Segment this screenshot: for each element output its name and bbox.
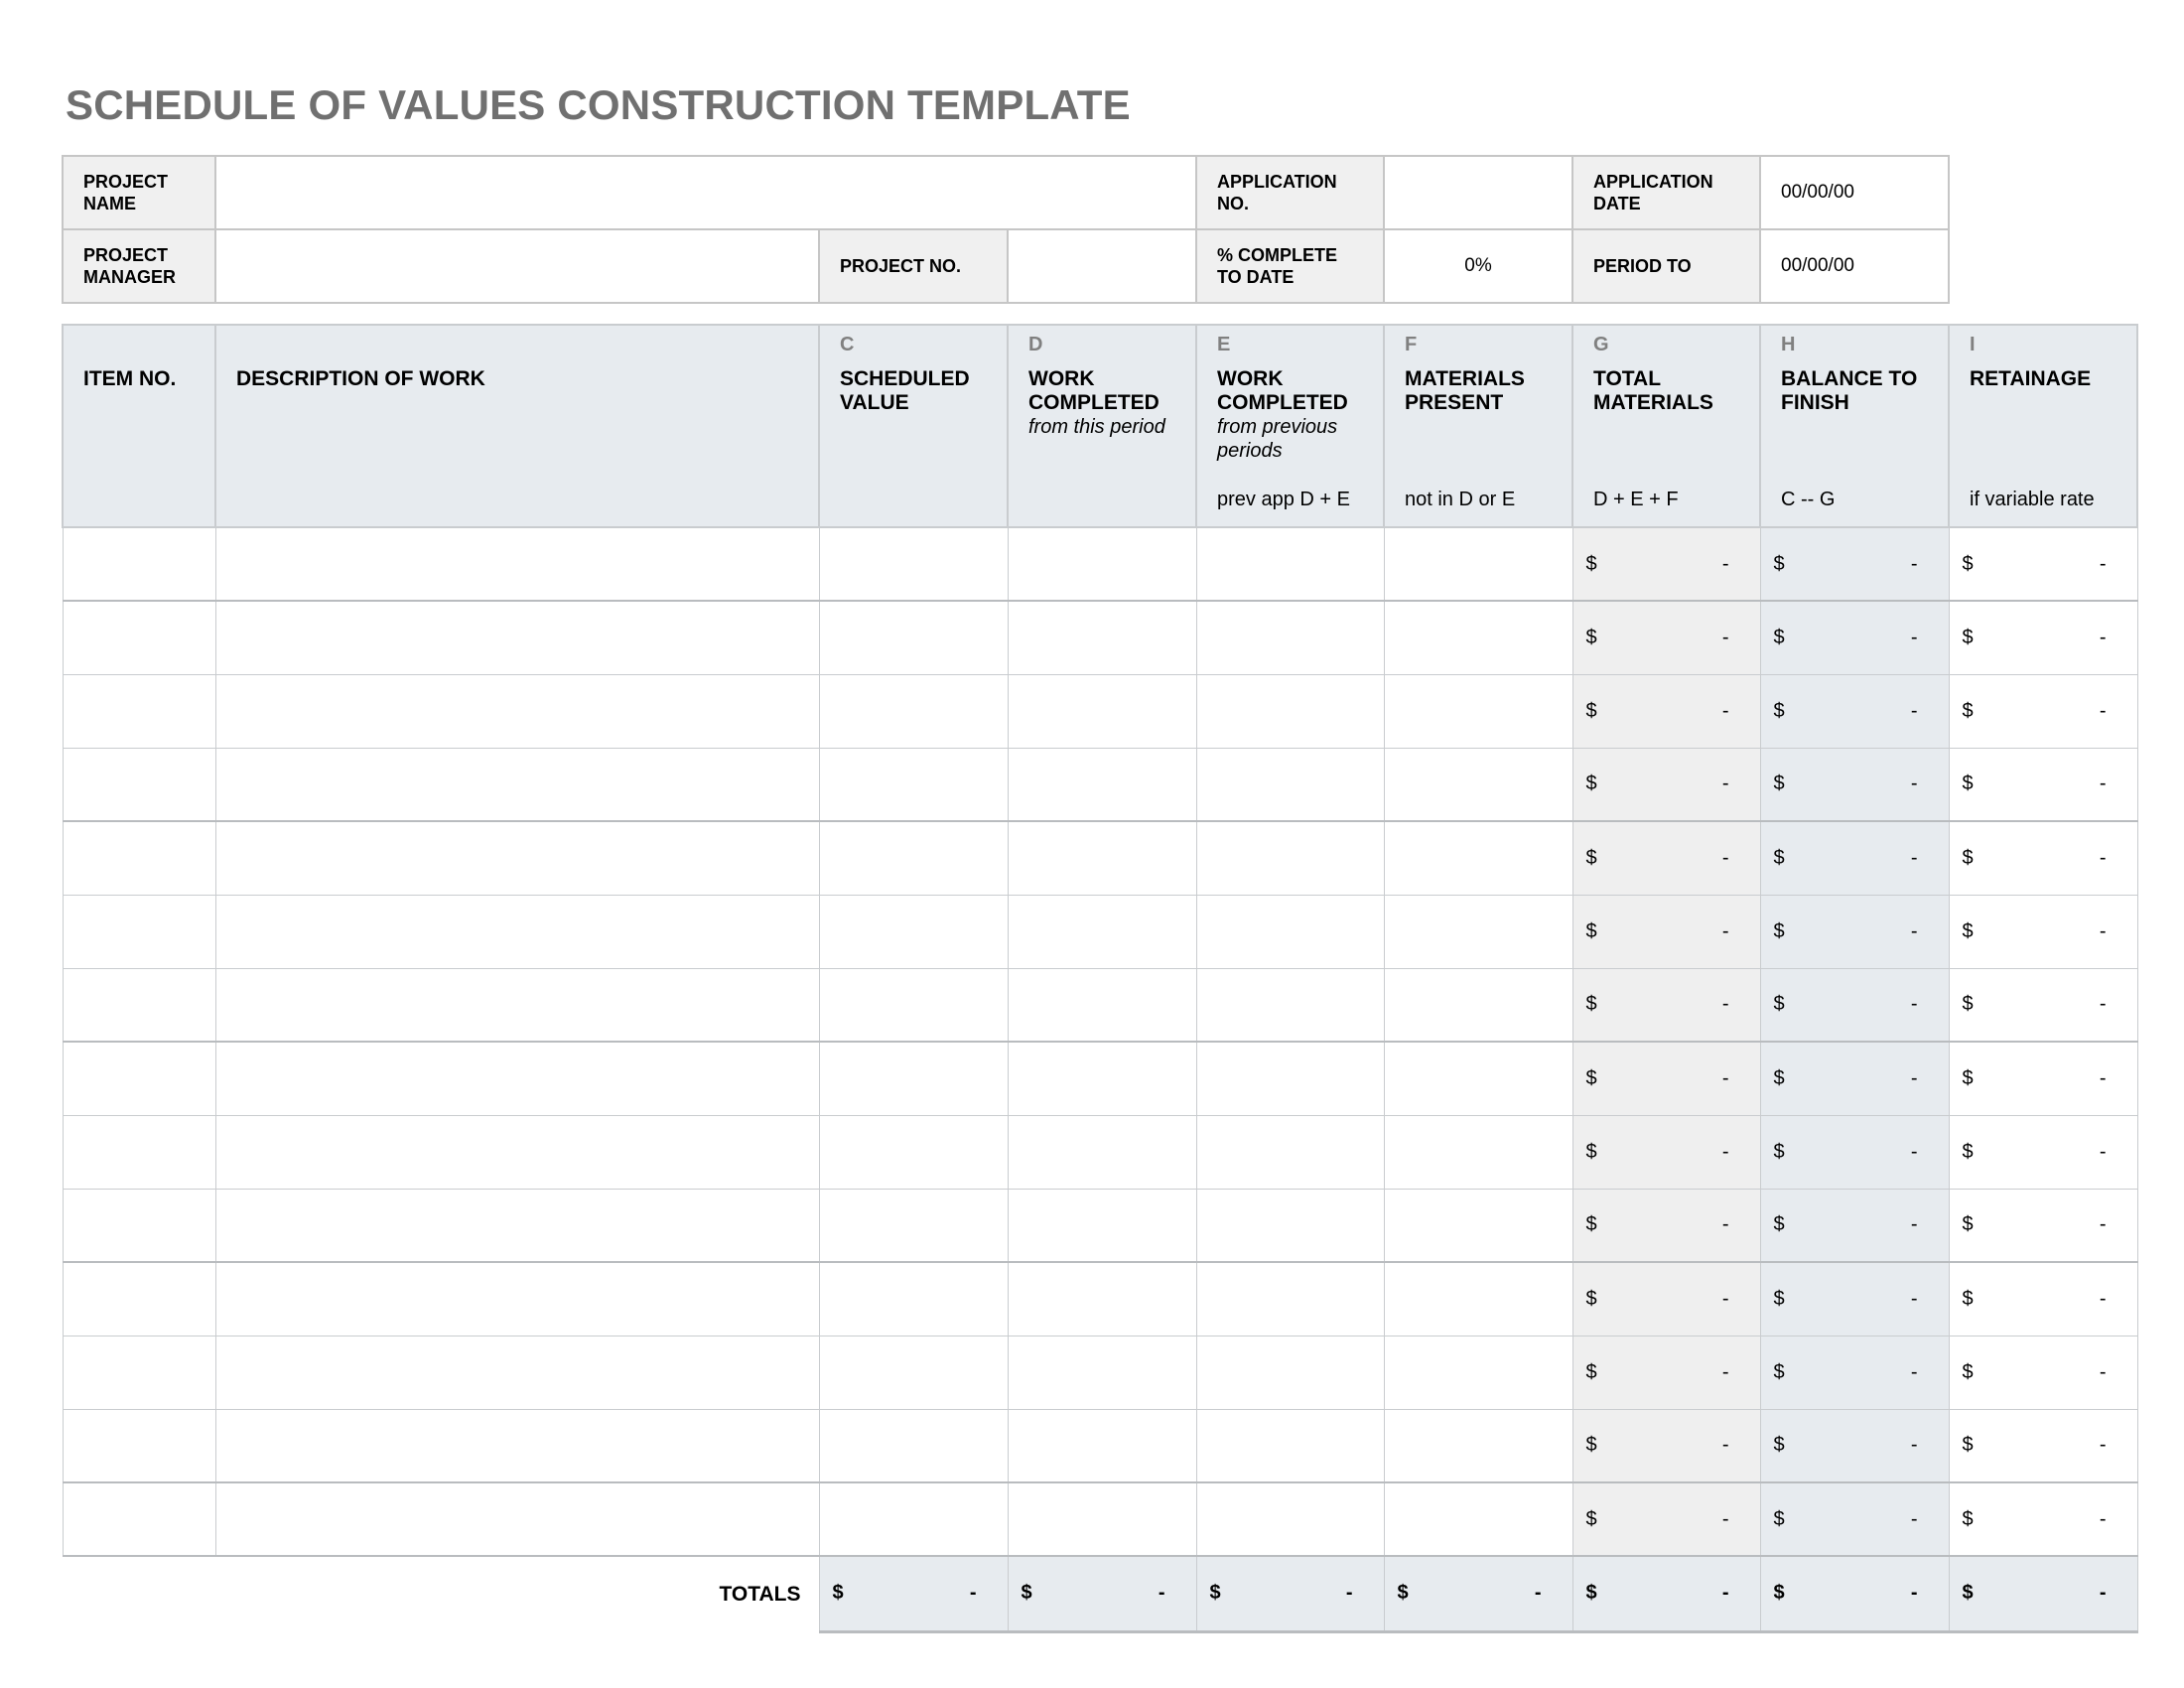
column-header-description xyxy=(215,325,819,527)
item-no-cell[interactable] xyxy=(63,748,215,821)
amount: - xyxy=(1721,1434,1729,1457)
project-info-table xyxy=(62,155,1950,304)
total-amount: - xyxy=(1721,1582,1729,1605)
currency-symbol: $ xyxy=(1773,699,1785,722)
amount: - xyxy=(1721,1213,1729,1236)
total-materials-cell xyxy=(1572,748,1760,821)
amount: - xyxy=(1910,1213,1918,1236)
retainage-cell xyxy=(1949,674,2137,748)
total-materials-cell xyxy=(1572,527,1760,601)
currency-symbol: $ xyxy=(1585,699,1597,722)
balance-to-finish-cell xyxy=(1760,895,1949,968)
amount: - xyxy=(2099,1140,2107,1163)
work-completed-previous-cell[interactable] xyxy=(1196,1336,1384,1409)
column-header-item-no xyxy=(63,325,215,527)
currency-symbol: $ xyxy=(1962,552,1974,575)
scheduled-value-cell[interactable] xyxy=(819,601,1008,674)
project-no-label: PROJECT NO. xyxy=(819,229,1008,303)
retainage-cell xyxy=(1949,1409,2137,1482)
description-cell[interactable] xyxy=(215,1262,819,1336)
work-completed-previous-cell[interactable] xyxy=(1196,968,1384,1042)
work-completed-previous-cell[interactable] xyxy=(1196,1409,1384,1482)
column-letter-f: F xyxy=(1405,334,1418,355)
currency-symbol: $ xyxy=(1773,626,1785,648)
currency-symbol: $ xyxy=(1962,1507,1974,1530)
project-name-label: PROJECT NAME xyxy=(63,156,215,229)
amount: - xyxy=(1721,1140,1729,1163)
description-cell[interactable] xyxy=(215,1409,819,1482)
retainage-cell xyxy=(1949,1482,2137,1556)
currency-symbol: $ xyxy=(1962,1434,1974,1457)
column-letter-c: C xyxy=(840,334,855,355)
retainage-cell xyxy=(1949,1336,2137,1409)
work-completed-previous-cell[interactable] xyxy=(1196,601,1384,674)
work-completed-this-period-cell[interactable] xyxy=(1008,968,1196,1042)
column-label-c: SCHEDULED VALUE xyxy=(840,367,970,414)
scheduled-value-cell[interactable] xyxy=(819,527,1008,601)
scheduled-value-cell[interactable] xyxy=(819,895,1008,968)
amount: - xyxy=(2099,1434,2107,1457)
amount: - xyxy=(1910,699,1918,722)
column-header-e xyxy=(1196,325,1384,527)
amount: - xyxy=(1910,552,1918,575)
work-completed-this-period-cell[interactable] xyxy=(1008,1042,1196,1115)
work-completed-previous-cell[interactable] xyxy=(1196,674,1384,748)
retainage-cell xyxy=(1949,748,2137,821)
total-materials-cell xyxy=(1572,601,1760,674)
table-row xyxy=(63,1262,2137,1336)
work-completed-this-period-cell[interactable] xyxy=(1008,1262,1196,1336)
scheduled-value-cell[interactable] xyxy=(819,1409,1008,1482)
materials-present-cell[interactable] xyxy=(1384,601,1572,674)
currency-symbol: $ xyxy=(1773,846,1785,869)
total-amount: - xyxy=(2099,1582,2107,1605)
table-row xyxy=(63,1409,2137,1482)
total-amount: - xyxy=(1534,1582,1542,1605)
currency-symbol: $ xyxy=(1585,1287,1597,1310)
column-label-d: WORK COMPLETED xyxy=(1028,367,1160,414)
materials-present-cell[interactable] xyxy=(1384,1042,1572,1115)
currency-symbol: $ xyxy=(1585,1213,1597,1236)
currency-symbol: $ xyxy=(1773,1507,1785,1530)
balance-to-finish-cell xyxy=(1760,527,1949,601)
project-name-field[interactable] xyxy=(215,156,1196,229)
column-label-g: TOTAL MATERIALS xyxy=(1593,367,1713,414)
column-letter-i: I xyxy=(1970,334,1976,355)
retainage-cell xyxy=(1949,1115,2137,1189)
amount: - xyxy=(1721,1066,1729,1089)
scheduled-value-cell[interactable] xyxy=(819,1336,1008,1409)
amount: - xyxy=(2099,846,2107,869)
amount: - xyxy=(2099,993,2107,1016)
materials-present-cell[interactable] xyxy=(1384,1189,1572,1262)
work-completed-previous-cell[interactable] xyxy=(1196,1189,1384,1262)
description-cell[interactable] xyxy=(215,1336,819,1409)
amount: - xyxy=(1721,1287,1729,1310)
column-formula-g: D + E + F xyxy=(1593,489,1679,510)
table-row xyxy=(63,968,2137,1042)
amount: - xyxy=(2099,773,2107,795)
currency-symbol: $ xyxy=(1585,1140,1597,1163)
column-formula-e: prev app D + E xyxy=(1217,489,1350,510)
currency-symbol: $ xyxy=(1773,1582,1785,1605)
balance-to-finish-cell xyxy=(1760,1189,1949,1262)
application-date-label: APPLICATION DATE xyxy=(1572,156,1760,229)
currency-symbol: $ xyxy=(1021,1582,1032,1605)
currency-symbol: $ xyxy=(1962,1213,1974,1236)
currency-symbol: $ xyxy=(1773,552,1785,575)
materials-present-cell[interactable] xyxy=(1384,527,1572,601)
retainage-cell xyxy=(1949,601,2137,674)
currency-symbol: $ xyxy=(1585,1582,1597,1605)
period-to-field[interactable]: 00/00/00 xyxy=(1760,229,1949,303)
work-completed-this-period-cell[interactable] xyxy=(1008,1115,1196,1189)
amount: - xyxy=(1910,1360,1918,1383)
total-scheduled-value xyxy=(819,1556,1008,1631)
table-row xyxy=(63,748,2137,821)
amount: - xyxy=(1721,552,1729,575)
amount: - xyxy=(2099,1213,2107,1236)
work-completed-previous-cell[interactable] xyxy=(1196,1115,1384,1189)
totals-label: TOTALS xyxy=(215,1556,819,1631)
total-materials-cell xyxy=(1572,821,1760,895)
table-row xyxy=(63,527,2137,601)
amount: - xyxy=(1910,1507,1918,1530)
table-row xyxy=(63,674,2137,748)
currency-symbol: $ xyxy=(1773,1140,1785,1163)
work-completed-previous-cell[interactable] xyxy=(1196,527,1384,601)
period-to-label: PERIOD TO xyxy=(1572,229,1760,303)
balance-to-finish-cell xyxy=(1760,1336,1949,1409)
balance-to-finish-cell xyxy=(1760,1042,1949,1115)
description-cell[interactable] xyxy=(215,968,819,1042)
materials-present-cell[interactable] xyxy=(1384,821,1572,895)
materials-present-cell[interactable] xyxy=(1384,748,1572,821)
table-row xyxy=(63,1189,2137,1262)
currency-symbol: $ xyxy=(1962,919,1974,942)
currency-symbol: $ xyxy=(1585,1360,1597,1383)
currency-symbol: $ xyxy=(1585,552,1597,575)
amount: - xyxy=(1910,993,1918,1016)
table-row xyxy=(63,821,2137,895)
description-cell[interactable] xyxy=(215,1115,819,1189)
scheduled-value-cell[interactable] xyxy=(819,821,1008,895)
currency-symbol: $ xyxy=(1773,773,1785,795)
amount: - xyxy=(1910,1066,1918,1089)
currency-symbol: $ xyxy=(1585,1066,1597,1089)
currency-symbol: $ xyxy=(1585,773,1597,795)
column-header-g xyxy=(1572,325,1760,527)
column-formula-h: C -- G xyxy=(1781,489,1836,510)
column-label-description: DESCRIPTION OF WORK xyxy=(236,367,485,390)
item-no-cell[interactable] xyxy=(63,1042,215,1115)
column-header-h xyxy=(1760,325,1949,527)
total-materials-cell xyxy=(1572,895,1760,968)
balance-to-finish-cell xyxy=(1760,601,1949,674)
item-no-cell[interactable] xyxy=(63,674,215,748)
item-no-cell[interactable] xyxy=(63,1482,215,1556)
currency-symbol: $ xyxy=(1585,919,1597,942)
balance-to-finish-cell xyxy=(1760,1262,1949,1336)
item-no-cell[interactable] xyxy=(63,968,215,1042)
description-cell[interactable] xyxy=(215,527,819,601)
description-cell[interactable] xyxy=(215,895,819,968)
description-cell[interactable] xyxy=(215,601,819,674)
total-materials-cell xyxy=(1572,1042,1760,1115)
currency-symbol: $ xyxy=(1585,1434,1597,1457)
item-no-cell[interactable] xyxy=(63,895,215,968)
currency-symbol: $ xyxy=(1962,1287,1974,1310)
column-letter-g: G xyxy=(1593,334,1609,355)
currency-symbol: $ xyxy=(1585,993,1597,1016)
column-header-i xyxy=(1949,325,2137,527)
table-row xyxy=(63,601,2137,674)
amount: - xyxy=(1910,846,1918,869)
scheduled-value-cell[interactable] xyxy=(819,674,1008,748)
materials-present-cell[interactable] xyxy=(1384,1482,1572,1556)
materials-present-cell[interactable] xyxy=(1384,1409,1572,1482)
item-no-cell[interactable] xyxy=(63,1262,215,1336)
balance-to-finish-cell xyxy=(1760,674,1949,748)
total-amount: - xyxy=(1345,1582,1353,1605)
column-sub-e: from previous periods xyxy=(1217,416,1338,462)
currency-symbol: $ xyxy=(1773,1434,1785,1457)
currency-symbol: $ xyxy=(832,1582,844,1605)
item-no-cell[interactable] xyxy=(63,821,215,895)
scheduled-value-cell[interactable] xyxy=(819,968,1008,1042)
total-balance-to-finish xyxy=(1760,1556,1949,1631)
work-completed-this-period-cell[interactable] xyxy=(1008,601,1196,674)
currency-symbol: $ xyxy=(1773,993,1785,1016)
total-amount: - xyxy=(1158,1582,1165,1605)
currency-symbol: $ xyxy=(1773,919,1785,942)
column-formula-i: if variable rate xyxy=(1970,489,2095,510)
currency-symbol: $ xyxy=(1962,993,1974,1016)
currency-symbol: $ xyxy=(1397,1582,1409,1605)
totals-row xyxy=(63,1556,2137,1631)
amount: - xyxy=(2099,1507,2107,1530)
scheduled-value-cell[interactable] xyxy=(819,1115,1008,1189)
currency-symbol: $ xyxy=(1962,1066,1974,1089)
table-row xyxy=(63,1115,2137,1189)
retainage-cell xyxy=(1949,968,2137,1042)
column-header-d xyxy=(1008,325,1196,527)
item-no-cell[interactable] xyxy=(63,601,215,674)
schedule-of-values-table xyxy=(62,324,2138,1633)
total-materials-present xyxy=(1384,1556,1572,1631)
column-label-e: WORK COMPLETED xyxy=(1217,367,1348,414)
application-no-field[interactable] xyxy=(1384,156,1572,229)
amount: - xyxy=(1910,919,1918,942)
column-header-f xyxy=(1384,325,1572,527)
description-cell[interactable] xyxy=(215,821,819,895)
column-label-item-no: ITEM NO. xyxy=(83,367,177,390)
work-completed-this-period-cell[interactable] xyxy=(1008,527,1196,601)
materials-present-cell[interactable] xyxy=(1384,674,1572,748)
column-letter-h: H xyxy=(1781,334,1796,355)
work-completed-this-period-cell[interactable] xyxy=(1008,1482,1196,1556)
amount: - xyxy=(1910,1287,1918,1310)
amount: - xyxy=(1721,919,1729,942)
currency-symbol: $ xyxy=(1585,1507,1597,1530)
retainage-cell xyxy=(1949,821,2137,895)
currency-symbol: $ xyxy=(1585,626,1597,648)
amount: - xyxy=(2099,699,2107,722)
work-completed-this-period-cell[interactable] xyxy=(1008,1189,1196,1262)
total-materials-cell xyxy=(1572,674,1760,748)
work-completed-previous-cell[interactable] xyxy=(1196,1482,1384,1556)
amount: - xyxy=(1721,699,1729,722)
currency-symbol: $ xyxy=(1962,699,1974,722)
amount: - xyxy=(1721,993,1729,1016)
currency-symbol: $ xyxy=(1773,1287,1785,1310)
total-amount: - xyxy=(1910,1582,1918,1605)
column-letter-e: E xyxy=(1217,334,1231,355)
materials-present-cell[interactable] xyxy=(1384,1115,1572,1189)
description-cell[interactable] xyxy=(215,1189,819,1262)
total-total-materials xyxy=(1572,1556,1760,1631)
description-cell[interactable] xyxy=(215,748,819,821)
column-label-f: MATERIALS PRESENT xyxy=(1405,367,1525,414)
materials-present-cell[interactable] xyxy=(1384,1262,1572,1336)
amount: - xyxy=(2099,1287,2107,1310)
retainage-cell xyxy=(1949,1042,2137,1115)
percent-complete-field[interactable]: 0% xyxy=(1384,229,1572,303)
total-retainage xyxy=(1949,1556,2137,1631)
balance-to-finish-cell xyxy=(1760,968,1949,1042)
retainage-cell xyxy=(1949,527,2137,601)
scheduled-value-cell[interactable] xyxy=(819,1262,1008,1336)
materials-present-cell[interactable] xyxy=(1384,1336,1572,1409)
currency-symbol: $ xyxy=(1962,1582,1974,1605)
amount: - xyxy=(2099,919,2107,942)
description-cell[interactable] xyxy=(215,674,819,748)
amount: - xyxy=(2099,1360,2107,1383)
column-letter-d: D xyxy=(1028,334,1043,355)
currency-symbol: $ xyxy=(1773,1213,1785,1236)
balance-to-finish-cell xyxy=(1760,1409,1949,1482)
description-cell[interactable] xyxy=(215,1482,819,1556)
item-no-cell[interactable] xyxy=(63,1336,215,1409)
work-completed-previous-cell[interactable] xyxy=(1196,748,1384,821)
amount: - xyxy=(1910,1140,1918,1163)
table-row xyxy=(63,1482,2137,1556)
table-row xyxy=(63,1336,2137,1409)
amount: - xyxy=(1721,1360,1729,1383)
item-no-cell[interactable] xyxy=(63,527,215,601)
work-completed-this-period-cell[interactable] xyxy=(1008,1336,1196,1409)
amount: - xyxy=(2099,1066,2107,1089)
column-sub-d: from this period xyxy=(1028,416,1165,438)
total-materials-cell xyxy=(1572,1189,1760,1262)
project-manager-field[interactable] xyxy=(215,229,819,303)
table-row xyxy=(63,1042,2137,1115)
work-completed-this-period-cell[interactable] xyxy=(1008,821,1196,895)
balance-to-finish-cell xyxy=(1760,748,1949,821)
currency-symbol: $ xyxy=(1773,1360,1785,1383)
total-amount: - xyxy=(969,1582,977,1605)
work-completed-previous-cell[interactable] xyxy=(1196,821,1384,895)
currency-symbol: $ xyxy=(1773,1066,1785,1089)
work-completed-previous-cell[interactable] xyxy=(1196,1262,1384,1336)
column-formula-f: not in D or E xyxy=(1405,489,1516,510)
total-materials-cell xyxy=(1572,1336,1760,1409)
currency-symbol: $ xyxy=(1962,846,1974,869)
amount: - xyxy=(1721,626,1729,648)
work-completed-this-period-cell[interactable] xyxy=(1008,748,1196,821)
column-header-c xyxy=(819,325,1008,527)
amount: - xyxy=(1910,1434,1918,1457)
currency-symbol: $ xyxy=(1962,773,1974,795)
scheduled-value-cell[interactable] xyxy=(819,748,1008,821)
total-work-completed-previous xyxy=(1196,1556,1384,1631)
currency-symbol: $ xyxy=(1962,1360,1974,1383)
balance-to-finish-cell xyxy=(1760,1115,1949,1189)
project-no-field[interactable] xyxy=(1008,229,1196,303)
page-title: SCHEDULE OF VALUES CONSTRUCTION TEMPLATE xyxy=(66,81,1131,128)
work-completed-this-period-cell[interactable] xyxy=(1008,895,1196,968)
column-label-i: RETAINAGE xyxy=(1970,367,2092,390)
work-completed-this-period-cell[interactable] xyxy=(1008,674,1196,748)
total-materials-cell xyxy=(1572,968,1760,1042)
total-work-completed-this-period xyxy=(1008,1556,1196,1631)
work-completed-this-period-cell[interactable] xyxy=(1008,1409,1196,1482)
application-no-label: APPLICATION NO. xyxy=(1196,156,1384,229)
balance-to-finish-cell xyxy=(1760,1482,1949,1556)
materials-present-cell[interactable] xyxy=(1384,968,1572,1042)
scheduled-value-cell[interactable] xyxy=(819,1042,1008,1115)
work-completed-previous-cell[interactable] xyxy=(1196,895,1384,968)
total-materials-cell xyxy=(1572,1482,1760,1556)
amount: - xyxy=(2099,626,2107,648)
project-manager-label: PROJECT MANAGER xyxy=(63,229,215,303)
retainage-cell xyxy=(1949,1262,2137,1336)
balance-to-finish-cell xyxy=(1760,821,1949,895)
item-no-cell[interactable] xyxy=(63,1409,215,1482)
amount: - xyxy=(1910,626,1918,648)
table-row xyxy=(63,895,2137,968)
currency-symbol: $ xyxy=(1962,626,1974,648)
column-label-h: BALANCE TO FINISH xyxy=(1781,367,1918,414)
amount: - xyxy=(1721,773,1729,795)
application-date-field[interactable]: 00/00/00 xyxy=(1760,156,1949,229)
scheduled-value-cell[interactable] xyxy=(819,1482,1008,1556)
amount: - xyxy=(1721,1507,1729,1530)
currency-symbol: $ xyxy=(1962,1140,1974,1163)
total-materials-cell xyxy=(1572,1115,1760,1189)
materials-present-cell[interactable] xyxy=(1384,895,1572,968)
scheduled-value-cell[interactable] xyxy=(819,1189,1008,1262)
percent-complete-label: % COMPLETE TO DATE xyxy=(1196,229,1384,303)
work-completed-previous-cell[interactable] xyxy=(1196,1042,1384,1115)
item-no-cell[interactable] xyxy=(63,1189,215,1262)
currency-symbol: $ xyxy=(1209,1582,1221,1605)
currency-symbol: $ xyxy=(1585,846,1597,869)
total-materials-cell xyxy=(1572,1262,1760,1336)
description-cell[interactable] xyxy=(215,1042,819,1115)
amount: - xyxy=(1910,773,1918,795)
retainage-cell xyxy=(1949,1189,2137,1262)
total-materials-cell xyxy=(1572,1409,1760,1482)
amount: - xyxy=(1721,846,1729,869)
retainage-cell xyxy=(1949,895,2137,968)
amount: - xyxy=(2099,552,2107,575)
item-no-cell[interactable] xyxy=(63,1115,215,1189)
